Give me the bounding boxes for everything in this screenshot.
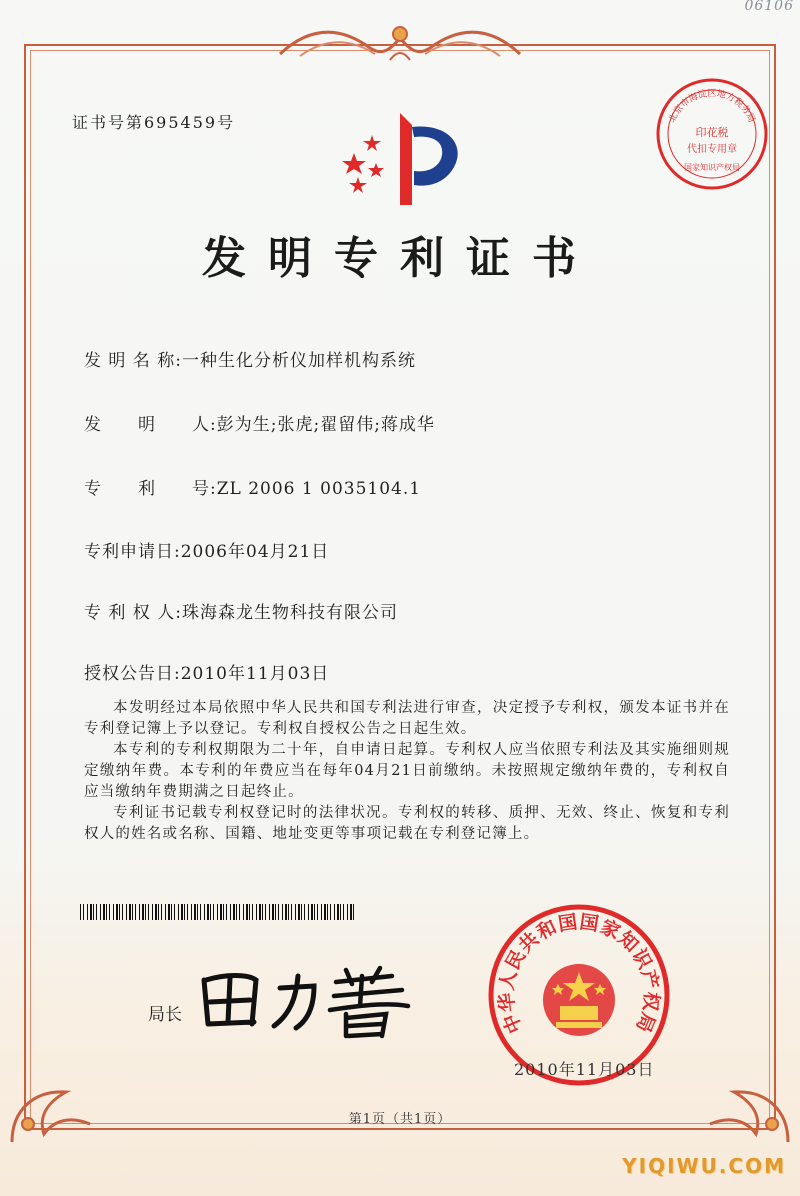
barcode-bar [301,904,302,920]
barcode-bar [100,904,101,920]
barcode-bar [340,904,341,920]
barcode-bar [152,904,153,920]
barcode [80,904,356,920]
barcode-bar [291,904,292,920]
barcode-bar [239,904,240,920]
barcode-bar [145,904,146,920]
barcode-bar [282,904,283,920]
barcode-bar [109,904,110,920]
tax-stamp-ring-text: 北京市海淀区地方税务局 [667,89,757,125]
barcode-bar [252,904,253,920]
barcode-bar [298,904,300,920]
site-watermark: YIQIWU.COM [622,1154,786,1178]
field-invention-name [84,346,416,371]
stamp-duty-seal [652,74,772,194]
barcode-bar [275,904,276,920]
barcode-bar [226,904,227,920]
barcode-bar [158,904,159,920]
barcode-bar [243,904,244,920]
certificate-title: 发明专利证书 [202,233,598,284]
field-label: 发 明 人: [84,415,217,435]
barcode-bar [256,904,257,920]
barcode-bar [213,904,214,920]
barcode-bar [80,904,81,920]
field-inventors [84,410,435,435]
barcode-bar [317,904,318,920]
corner-handwritten-note: 06106 [744,0,794,14]
barcode-bar [350,904,352,920]
body-paragraph: 专利证书记载专利权登记时的法律状况。专利权的转移、质押、无效、终止、恢复和专利权人的姓名或名称、国籍、地址变更等事项记载在专利登记簿上。 [84,805,730,842]
barcode-bar [126,904,127,920]
issue-date: 2010年11月03日 [514,1060,655,1079]
certificate-body-text [84,698,730,845]
barcode-bar [220,904,222,920]
tax-stamp-center-line-1: 印花税 [695,126,729,139]
body-paragraph: 本专利的专利权期限为二十年，自申请日起算。专利权人应当依照专利法及其实施细则规定缴纳年费。本专利的年费应当在每年04月21日前缴纳。未按照规定缴纳年费的，专利权自应当缴纳年费期满之日起终止。 [84,742,730,800]
barcode-bar [191,904,192,920]
barcode-bar [132,904,133,920]
barcode-bar [327,904,328,920]
barcode-bar [142,904,144,920]
barcode-bar [334,904,335,920]
barcode-bar [330,904,331,920]
barcode-bar [308,904,309,920]
barcode-bar [129,904,131,920]
svg-text:北京市海淀区地方税务局 [666,87,758,124]
barcode-bar [171,904,172,920]
tax-stamp-center-line-2: 代扣专用章 [687,144,737,155]
field-patentee [84,598,398,623]
field-value: 2006年04月21日 [180,542,330,562]
barcode-bar [278,904,279,920]
top-ornament [270,20,530,68]
barcode-bar [262,904,263,920]
barcode-bar [246,904,248,920]
barcode-bar [148,904,149,920]
field-label: 专 利 号: [84,479,217,499]
barcode-bar [204,904,205,920]
barcode-bar [139,904,140,920]
page-indicator: 第1页（共1页） [348,1112,452,1127]
barcode-bar [197,904,198,920]
barcode-bar [230,904,231,920]
barcode-bar [259,904,261,920]
field-value: 一种生化分析仪加样机构系统 [181,351,416,371]
barcode-bar [304,904,305,920]
barcode-bar [96,904,97,920]
field-grant-date [84,659,329,684]
barcode-bar [181,904,183,920]
barcode-bar [165,904,166,920]
barcode-bar [207,904,209,920]
field-value: 2010年11月03日 [180,664,330,684]
barcode-bar [217,904,218,920]
field-value: ZL 2006 1 0035104.1 [216,479,422,499]
field-label: 专 利 权 人: [84,603,182,623]
field-label: 专利申请日: [84,542,181,562]
barcode-bar [265,904,266,920]
barcode-bar [223,904,224,920]
barcode-bar [135,904,136,920]
barcode-bar [90,904,92,920]
barcode-bar [113,904,114,920]
barcode-bar [122,904,123,920]
barcode-bar [233,904,235,920]
certificate-number: 证书号第695459号 [72,113,236,132]
barcode-bar [103,904,105,920]
barcode-bar [161,904,162,920]
barcode-bar [314,904,315,920]
barcode-bar [200,904,201,920]
body-paragraph: 本发明经过本局依照中华人民共和国专利法进行审查，决定授予专利权，颁发本证书并在专利登记簿上予以登记。专利权自授权公告之日起生效。 [84,700,730,737]
barcode-bar [106,904,107,920]
barcode-bar [236,904,237,920]
field-patent-number [84,474,421,499]
barcode-bar [174,904,175,920]
field-value: 彭为生;张虎;翟留伟;蒋成华 [216,415,435,435]
barcode-bar [168,904,170,920]
barcode-bar [210,904,211,920]
director-label: 局长 [148,1005,182,1025]
barcode-bar [337,904,339,920]
barcode-bar [184,904,185,920]
barcode-bar [311,904,313,920]
field-label: 授权公告日: [84,664,181,684]
barcode-bar [321,904,322,920]
field-value: 珠海森龙生物科技有限公司 [181,603,398,623]
barcode-bar [269,904,270,920]
field-label: 发 明 名 称: [84,351,182,371]
seal-ring-text: 中华人民共和国国家知识产权局 [495,910,663,1037]
barcode-bar [194,904,196,920]
barcode-bar [324,904,326,920]
tax-stamp-bottom-text: 国家知识产权局 [684,163,740,172]
field-application-date [84,537,329,562]
patent-office-logo [336,105,476,210]
barcode-bar [288,904,289,920]
barcode-bar [347,904,348,920]
barcode-bar [116,904,118,920]
barcode-bar [87,904,88,920]
barcode-bar [249,904,250,920]
barcode-bar [93,904,94,920]
barcode-bar [272,904,274,920]
barcode-bar [343,904,344,920]
barcode-bar [295,904,296,920]
barcode-bar [353,904,354,920]
barcode-bar [178,904,179,920]
barcode-bar [119,904,120,920]
barcode-bar [187,904,188,920]
barcode-bar [285,904,287,920]
director-signature [196,962,416,1042]
barcode-bar [83,904,84,920]
barcode-bar [155,904,157,920]
